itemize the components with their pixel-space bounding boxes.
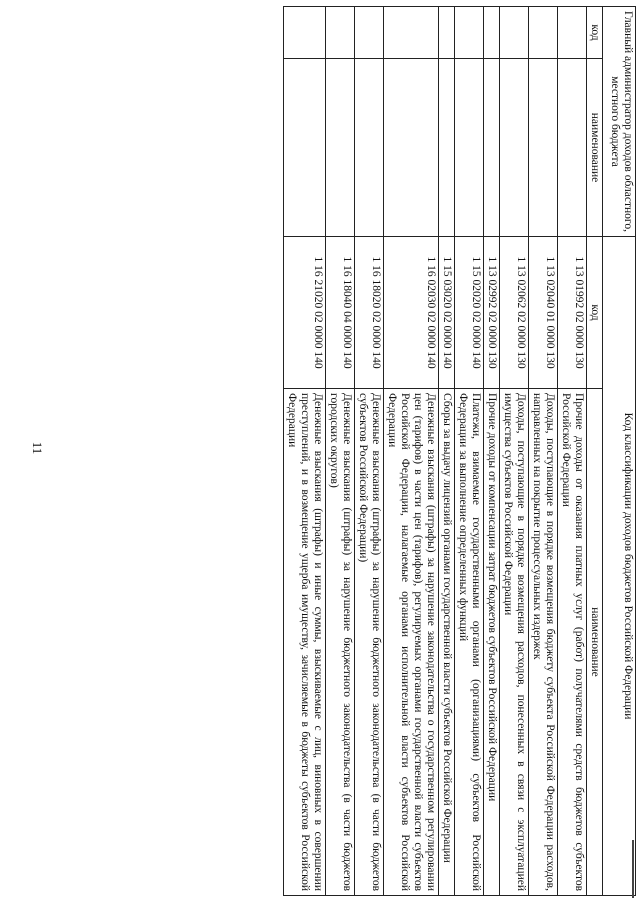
class-name-header: наименование: [587, 389, 603, 896]
income-name-cell: Денежные взыскания (штрафы) за нарушение бюджетного законодательства (в части бюджетов городских округов): [326, 389, 355, 896]
table-row: [529, 7, 558, 896]
income-name-cell: Денежные взыскания (штрафы) за нарушение законодательства о государственном регулировании цен (тарифов) в части цен (тарифов), регулируемых органами государственной власти субъектов Российской Федерации, налагаемые органами исполнительной власти субъектов Российской Федерации: [384, 389, 439, 896]
income-code-cell: 1 16 18040 04 0000 140: [326, 237, 355, 389]
admin-code-cell: [529, 7, 558, 59]
income-code-cell: 1 13 02992 02 0000 130: [484, 237, 500, 389]
classification-group-header: Код классификации доходов бюджетов Российской Федерации: [603, 237, 636, 896]
table-row: [355, 7, 384, 896]
table-row: [384, 7, 439, 896]
admin-code-cell: [284, 7, 326, 59]
admin-code-cell: [455, 7, 484, 59]
admin-name-cell: [284, 59, 326, 237]
admin-name-header: наименование: [587, 59, 603, 237]
admin-code-cell: [500, 7, 529, 59]
table-row: [484, 7, 500, 896]
admin-code-cell: [355, 7, 384, 59]
admin-name-cell: [326, 59, 355, 237]
admin-name-cell: [384, 59, 439, 237]
income-code-cell: 1 13 02040 01 0000 130: [529, 237, 558, 389]
income-code-cell: 1 16 18020 02 0000 140: [355, 237, 384, 389]
admin-code-cell: [326, 7, 355, 59]
admin-name-cell: [484, 59, 500, 237]
table-row: [455, 7, 484, 896]
income-code-cell: 1 15 03020 02 0000 140: [439, 237, 455, 389]
table-row: [284, 7, 326, 896]
admin-name-cell: [439, 59, 455, 237]
class-code-header: код: [587, 237, 603, 389]
admin-name-cell: [558, 59, 587, 237]
income-code-cell: 1 16 02030 02 0000 140: [384, 237, 439, 389]
admin-code-header: код: [587, 7, 603, 59]
admin-code-cell: [439, 7, 455, 59]
rotated-page: [58, 6, 636, 896]
page-number: 11: [30, 441, 45, 455]
table-row: [558, 7, 587, 896]
income-name-cell: Денежные взыскания (штрафы) за нарушение бюджетного законодательства (в части бюджетов субъектов Российской Федерации): [355, 389, 384, 896]
income-code-cell: 1 13 02062 02 0000 130: [500, 237, 529, 389]
admin-name-cell: [500, 59, 529, 237]
income-code-cell: 1 16 21020 02 0000 140: [284, 237, 326, 389]
scan-edge-mark: [632, 840, 634, 898]
admin-group-header: Главный администратор доходов областного, местного бюджета: [603, 7, 636, 237]
income-name-cell: Платежи, взимаемые государственными органами (организациями) субъектов Российской Федерации за выполнение определенных функций: [455, 389, 484, 896]
admin-code-cell: [384, 7, 439, 59]
income-name-cell: Доходы, поступающие в порядке возмещения расходов, понесенных в связи с эксплуатацией имущества субъектов Российской Федерации: [500, 389, 529, 896]
admin-code-cell: [484, 7, 500, 59]
admin-name-cell: [455, 59, 484, 237]
income-name-cell: Сборы за выдачу лицензий органами государственной власти субъектов Российской Федерации: [439, 389, 455, 896]
income-name-cell: Прочие доходы от компенсации затрат бюджетов субъектов Российской Федерации: [484, 389, 500, 896]
admin-code-cell: [558, 7, 587, 59]
income-name-cell: Денежные взыскания (штрафы) и иные суммы, взыскиваемые с лиц, виновных в совершении преступлений, и в возмещение ущерба имуществу, зачисляемые в бюджеты субъектов Российской Федерации: [284, 389, 326, 896]
table-row: [500, 7, 529, 896]
income-name-cell: Доходы, поступающие в порядке возмещения бюджету субъекта Российской Федерации расходов, направленных на покрытие процессуальных издержек: [529, 389, 558, 896]
admin-name-cell: [529, 59, 558, 237]
table-row: [326, 7, 355, 896]
classification-table: [283, 6, 636, 896]
income-name-cell: Прочие доходы от оказания платных услуг (работ) получателями средств бюджетов субъектов Российской Федерации: [558, 389, 587, 896]
table-body: [284, 7, 587, 896]
table-row: [439, 7, 455, 896]
admin-name-cell: [355, 59, 384, 237]
income-code-cell: 1 15 02020 02 0000 140: [455, 237, 484, 389]
income-code-cell: 1 13 01992 02 0000 130: [558, 237, 587, 389]
